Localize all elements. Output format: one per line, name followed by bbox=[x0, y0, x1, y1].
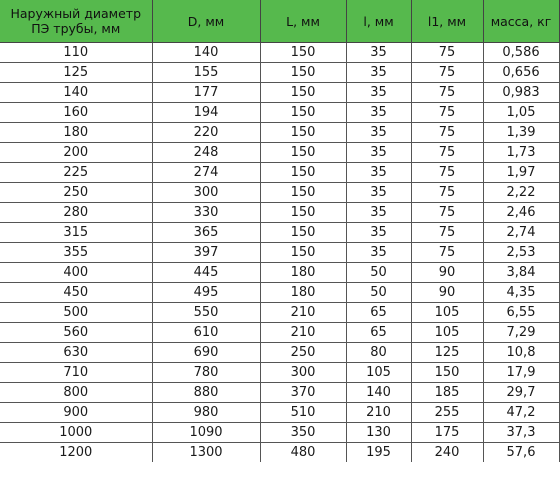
cell-d: 495 bbox=[152, 283, 260, 303]
cell-mass: 3,84 bbox=[483, 263, 559, 283]
cell-l: 370 bbox=[260, 383, 346, 403]
cell-d: 177 bbox=[152, 83, 260, 103]
cell-l: 150 bbox=[260, 123, 346, 143]
cell-l: 150 bbox=[260, 183, 346, 203]
cell-l-small: 130 bbox=[346, 423, 411, 443]
table-row bbox=[0, 323, 559, 343]
cell-d: 1090 bbox=[152, 423, 260, 443]
header-row bbox=[0, 0, 559, 43]
cell-outer-diameter: 1200 bbox=[0, 443, 152, 463]
cell-outer-diameter: 710 bbox=[0, 363, 152, 383]
cell-d: 220 bbox=[152, 123, 260, 143]
cell-mass: 57,6 bbox=[483, 443, 559, 463]
cell-outer-diameter: 450 bbox=[0, 283, 152, 303]
table-row bbox=[0, 163, 559, 183]
cell-mass: 2,46 bbox=[483, 203, 559, 223]
cell-l1: 105 bbox=[411, 303, 483, 323]
cell-d: 155 bbox=[152, 63, 260, 83]
cell-l-small: 105 bbox=[346, 363, 411, 383]
cell-l-small: 35 bbox=[346, 203, 411, 223]
cell-mass: 37,3 bbox=[483, 423, 559, 443]
table-row bbox=[0, 203, 559, 223]
cell-d: 550 bbox=[152, 303, 260, 323]
cell-l1: 75 bbox=[411, 43, 483, 63]
cell-l: 250 bbox=[260, 343, 346, 363]
cell-l-small: 35 bbox=[346, 143, 411, 163]
cell-l: 150 bbox=[260, 43, 346, 63]
cell-mass: 29,7 bbox=[483, 383, 559, 403]
table-row bbox=[0, 63, 559, 83]
table-row bbox=[0, 363, 559, 383]
table-row bbox=[0, 303, 559, 323]
cell-outer-diameter: 160 bbox=[0, 103, 152, 123]
table-body bbox=[0, 43, 559, 463]
cell-outer-diameter: 180 bbox=[0, 123, 152, 143]
cell-outer-diameter: 900 bbox=[0, 403, 152, 423]
cell-l-small: 50 bbox=[346, 283, 411, 303]
header-mass: масса, кг bbox=[483, 0, 559, 43]
cell-l1: 90 bbox=[411, 283, 483, 303]
cell-l: 150 bbox=[260, 103, 346, 123]
cell-l: 150 bbox=[260, 83, 346, 103]
cell-mass: 1,73 bbox=[483, 143, 559, 163]
cell-outer-diameter: 200 bbox=[0, 143, 152, 163]
table-row bbox=[0, 343, 559, 363]
cell-l1: 75 bbox=[411, 223, 483, 243]
cell-l-small: 35 bbox=[346, 63, 411, 83]
cell-outer-diameter: 225 bbox=[0, 163, 152, 183]
table-row bbox=[0, 403, 559, 423]
table-row bbox=[0, 43, 559, 63]
cell-l: 510 bbox=[260, 403, 346, 423]
cell-l: 210 bbox=[260, 303, 346, 323]
cell-l-small: 80 bbox=[346, 343, 411, 363]
table-row bbox=[0, 103, 559, 123]
cell-d: 980 bbox=[152, 403, 260, 423]
cell-outer-diameter: 400 bbox=[0, 263, 152, 283]
cell-l1: 75 bbox=[411, 163, 483, 183]
cell-l1: 175 bbox=[411, 423, 483, 443]
cell-l-small: 50 bbox=[346, 263, 411, 283]
cell-d: 880 bbox=[152, 383, 260, 403]
cell-l: 300 bbox=[260, 363, 346, 383]
cell-d: 780 bbox=[152, 363, 260, 383]
cell-l: 150 bbox=[260, 203, 346, 223]
header-d: D, мм bbox=[152, 0, 260, 43]
cell-l1: 75 bbox=[411, 103, 483, 123]
cell-mass: 0,983 bbox=[483, 83, 559, 103]
cell-outer-diameter: 140 bbox=[0, 83, 152, 103]
cell-mass: 2,53 bbox=[483, 243, 559, 263]
table-row bbox=[0, 263, 559, 283]
cell-d: 1300 bbox=[152, 443, 260, 463]
cell-l: 180 bbox=[260, 263, 346, 283]
cell-l-small: 35 bbox=[346, 183, 411, 203]
cell-mass: 17,9 bbox=[483, 363, 559, 383]
cell-l1: 75 bbox=[411, 83, 483, 103]
cell-l: 150 bbox=[260, 163, 346, 183]
header-l-small: l, мм bbox=[346, 0, 411, 43]
cell-l: 480 bbox=[260, 443, 346, 463]
cell-outer-diameter: 1000 bbox=[0, 423, 152, 443]
table-row bbox=[0, 83, 559, 103]
table-row bbox=[0, 283, 559, 303]
cell-mass: 2,22 bbox=[483, 183, 559, 203]
table-row bbox=[0, 183, 559, 203]
table-row bbox=[0, 383, 559, 403]
cell-l1: 75 bbox=[411, 203, 483, 223]
cell-l1: 90 bbox=[411, 263, 483, 283]
cell-mass: 10,8 bbox=[483, 343, 559, 363]
cell-l1: 75 bbox=[411, 243, 483, 263]
cell-d: 610 bbox=[152, 323, 260, 343]
cell-d: 397 bbox=[152, 243, 260, 263]
cell-mass: 2,74 bbox=[483, 223, 559, 243]
cell-l1: 255 bbox=[411, 403, 483, 423]
cell-l-small: 210 bbox=[346, 403, 411, 423]
cell-l: 150 bbox=[260, 243, 346, 263]
table-row bbox=[0, 443, 559, 463]
cell-outer-diameter: 500 bbox=[0, 303, 152, 323]
cell-l-small: 35 bbox=[346, 43, 411, 63]
cell-d: 248 bbox=[152, 143, 260, 163]
cell-l-small: 65 bbox=[346, 303, 411, 323]
cell-l: 210 bbox=[260, 323, 346, 343]
cell-outer-diameter: 800 bbox=[0, 383, 152, 403]
cell-l1: 75 bbox=[411, 63, 483, 83]
cell-l-small: 35 bbox=[346, 243, 411, 263]
cell-l1: 185 bbox=[411, 383, 483, 403]
table-row bbox=[0, 223, 559, 243]
cell-outer-diameter: 125 bbox=[0, 63, 152, 83]
cell-mass: 7,29 bbox=[483, 323, 559, 343]
cell-mass: 4,35 bbox=[483, 283, 559, 303]
table-row bbox=[0, 243, 559, 263]
cell-l-small: 140 bbox=[346, 383, 411, 403]
table-row bbox=[0, 123, 559, 143]
cell-mass: 6,55 bbox=[483, 303, 559, 323]
cell-d: 300 bbox=[152, 183, 260, 203]
cell-l: 350 bbox=[260, 423, 346, 443]
cell-d: 274 bbox=[152, 163, 260, 183]
cell-l1: 75 bbox=[411, 123, 483, 143]
cell-d: 330 bbox=[152, 203, 260, 223]
cell-d: 690 bbox=[152, 343, 260, 363]
cell-d: 365 bbox=[152, 223, 260, 243]
cell-l1: 125 bbox=[411, 343, 483, 363]
cell-outer-diameter: 560 bbox=[0, 323, 152, 343]
cell-l1: 150 bbox=[411, 363, 483, 383]
cell-l1: 75 bbox=[411, 143, 483, 163]
cell-l: 150 bbox=[260, 223, 346, 243]
cell-outer-diameter: 250 bbox=[0, 183, 152, 203]
cell-l1: 75 bbox=[411, 183, 483, 203]
cell-mass: 1,97 bbox=[483, 163, 559, 183]
cell-d: 445 bbox=[152, 263, 260, 283]
cell-outer-diameter: 315 bbox=[0, 223, 152, 243]
cell-l: 150 bbox=[260, 63, 346, 83]
cell-mass: 47,2 bbox=[483, 403, 559, 423]
cell-mass: 0,656 bbox=[483, 63, 559, 83]
cell-l-small: 35 bbox=[346, 123, 411, 143]
cell-mass: 1,39 bbox=[483, 123, 559, 143]
table-row bbox=[0, 143, 559, 163]
cell-outer-diameter: 280 bbox=[0, 203, 152, 223]
cell-l1: 240 bbox=[411, 443, 483, 463]
header-l1: l1, мм bbox=[411, 0, 483, 43]
cell-l-small: 195 bbox=[346, 443, 411, 463]
cell-outer-diameter: 630 bbox=[0, 343, 152, 363]
cell-d: 140 bbox=[152, 43, 260, 63]
cell-l: 180 bbox=[260, 283, 346, 303]
cell-mass: 0,586 bbox=[483, 43, 559, 63]
cell-l-small: 35 bbox=[346, 223, 411, 243]
cell-l-small: 65 bbox=[346, 323, 411, 343]
cell-l: 150 bbox=[260, 143, 346, 163]
cell-l-small: 35 bbox=[346, 103, 411, 123]
cell-l-small: 35 bbox=[346, 163, 411, 183]
table-row bbox=[0, 423, 559, 443]
header-l: L, мм bbox=[260, 0, 346, 43]
table-header bbox=[0, 0, 559, 43]
cell-l-small: 35 bbox=[346, 83, 411, 103]
cell-outer-diameter: 110 bbox=[0, 43, 152, 63]
cell-outer-diameter: 355 bbox=[0, 243, 152, 263]
cell-mass: 1,05 bbox=[483, 103, 559, 123]
cell-l1: 105 bbox=[411, 323, 483, 343]
header-outer-diameter: Наружный диаметр ПЭ трубы, мм bbox=[0, 0, 152, 43]
cell-d: 194 bbox=[152, 103, 260, 123]
